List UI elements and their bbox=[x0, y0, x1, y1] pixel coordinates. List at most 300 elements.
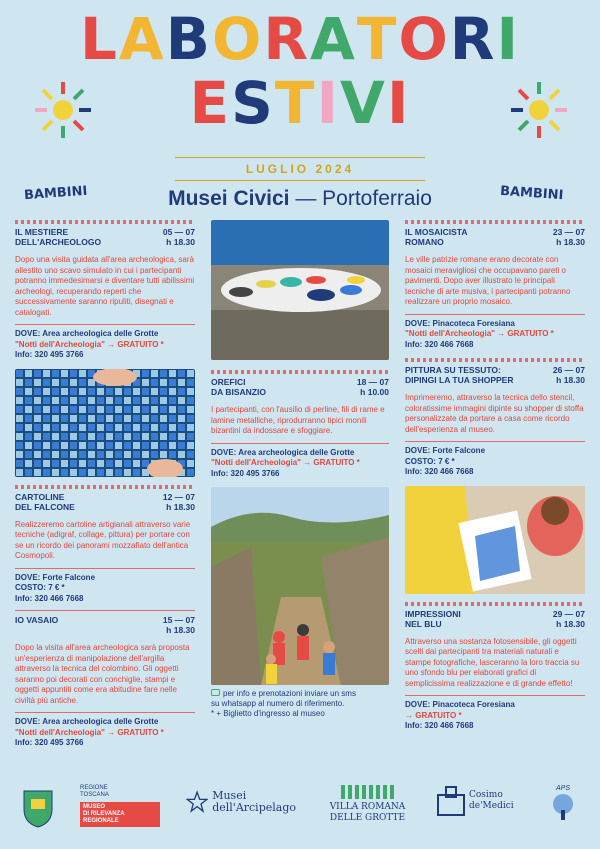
title-laboratori bbox=[0, 5, 600, 73]
title-letter: S bbox=[231, 69, 275, 137]
mosaic-tile bbox=[133, 469, 140, 476]
activity-impressioni bbox=[405, 609, 585, 732]
mosaic-tile bbox=[97, 397, 104, 404]
mosaic-tile bbox=[79, 469, 86, 476]
activity-date: 05 — 07 bbox=[162, 227, 195, 237]
mosaic-tile bbox=[25, 469, 32, 476]
activity-price: "Notti dell'Archeologia" → GRATUITO * bbox=[405, 329, 554, 338]
mosaic-tile bbox=[133, 433, 140, 440]
mosaic-tile bbox=[169, 406, 176, 413]
activity-description: Dopo una visita guidata all'area archeologica, sarà allestito uno scavo simulato in cui i partecipanti potranno immedesimarsi e diventare tutti abilissimi archeologi, recuperando reperti che successivamente saranno ripuliti, disegnati e catalogati. bbox=[15, 255, 195, 317]
mosaic-tile bbox=[70, 424, 77, 431]
note-line: su whatsapp al numero di riferimento. bbox=[211, 699, 345, 708]
mosaic-tile bbox=[34, 451, 41, 458]
mosaic-tile bbox=[151, 406, 158, 413]
mosaic-tile bbox=[187, 388, 194, 395]
mosaic-tile bbox=[34, 370, 41, 377]
palette-photo bbox=[211, 220, 389, 360]
footer-text: MUSEO bbox=[83, 804, 106, 810]
mosaic-tile bbox=[187, 370, 194, 377]
fortress-icon bbox=[436, 785, 466, 817]
mosaic-tile bbox=[178, 370, 185, 377]
mosaic-tile bbox=[160, 397, 167, 404]
mosaic-tile bbox=[106, 415, 113, 422]
footer-text: dell'Arcipelago bbox=[212, 801, 296, 814]
mosaic-tile bbox=[52, 397, 59, 404]
divider bbox=[15, 712, 195, 713]
mosaic-tile bbox=[61, 388, 68, 395]
mosaic-tile bbox=[133, 451, 140, 458]
mosaic-tile bbox=[106, 433, 113, 440]
mosaic-tile bbox=[16, 397, 23, 404]
header-dash: — bbox=[295, 187, 317, 210]
cosimo-de-medici-logo bbox=[436, 785, 516, 817]
title-letter: O bbox=[212, 5, 264, 73]
mosaic-tile bbox=[133, 397, 140, 404]
divider bbox=[15, 568, 195, 569]
mosaic-tile bbox=[52, 433, 59, 440]
divider bbox=[405, 314, 585, 315]
activity-location: DOVE: Pinacoteca Foresiana bbox=[405, 700, 515, 709]
mosaic-tile bbox=[160, 415, 167, 422]
activity-info-phone[interactable]: Info: 320 466 7668 bbox=[405, 339, 474, 349]
mosaic-tile bbox=[52, 370, 59, 377]
activity-title: ROMANO bbox=[405, 237, 444, 247]
mosaic-tile bbox=[124, 406, 131, 413]
mosaic-tile bbox=[151, 370, 158, 377]
mosaic-tile bbox=[79, 406, 86, 413]
mosaic-tile bbox=[169, 433, 176, 440]
activity-vasaio bbox=[15, 615, 195, 749]
activity-title: IO VASAIO bbox=[15, 615, 59, 625]
mosaic-tile bbox=[169, 379, 176, 386]
footer-text: VILLA ROMANA bbox=[329, 802, 406, 812]
mosaic-tile bbox=[79, 379, 86, 386]
museum-header bbox=[0, 187, 600, 211]
mosaic-tile bbox=[169, 451, 176, 458]
mosaic-tile bbox=[70, 388, 77, 395]
mosaic-tile bbox=[97, 451, 104, 458]
activity-info-phone[interactable]: Info: 320 495 3766 bbox=[15, 350, 84, 359]
mosaic-tile bbox=[52, 406, 59, 413]
mosaic-tile bbox=[124, 442, 131, 449]
mosaic-tile bbox=[178, 388, 185, 395]
musei-arcipelago-logo bbox=[186, 785, 296, 819]
activity-price: "Notti dell'Archeologia" → GRATUITO * bbox=[211, 458, 360, 467]
mosaic-tile bbox=[43, 424, 50, 431]
title-letter: A bbox=[118, 5, 166, 73]
mosaic-tile bbox=[187, 433, 194, 440]
mosaic-tile bbox=[142, 451, 149, 458]
mosaic-tile bbox=[79, 397, 86, 404]
mosaic-tile bbox=[97, 469, 104, 476]
footer-text: TOSCANA bbox=[80, 792, 109, 798]
mosaic-tile bbox=[142, 379, 149, 386]
mosaic-tile bbox=[43, 415, 50, 422]
title-letter: B bbox=[165, 5, 213, 73]
mosaic-tile bbox=[43, 451, 50, 458]
mosaic-tile bbox=[142, 424, 149, 431]
mosaic-tile bbox=[25, 379, 32, 386]
mosaic-tile bbox=[34, 433, 41, 440]
mosaic-tile bbox=[43, 370, 50, 377]
activity-description: I partecipanti, con l'ausilio di perline, fili di rame e lamine metalliche, riprodurranno tipici monili bizantini da indossare e sfoggiare. bbox=[211, 405, 385, 435]
activity-title: DELL'ARCHEOLOGO bbox=[15, 237, 102, 247]
activity-info-phone[interactable]: Info: 320 495 3766 bbox=[211, 468, 280, 478]
footer-text: REGIONALE bbox=[83, 818, 119, 824]
activity-info-phone[interactable]: Info: 320 466 7668 bbox=[405, 467, 474, 476]
mosaic-tile bbox=[61, 469, 68, 476]
museum-name: Musei Civici bbox=[168, 187, 290, 210]
mosaic-tile bbox=[151, 433, 158, 440]
mosaic-tile bbox=[115, 397, 122, 404]
mosaic-tile bbox=[142, 442, 149, 449]
activity-description: Imprimeremo, attraverso la tecnica dello stencil, coloratissime immagini dipinte su shopper di stoffa personalizzate da portare a casa come ricordo dell'esperienza al museo. bbox=[405, 393, 584, 434]
municipality-crest-logo bbox=[18, 785, 58, 831]
tree-icon bbox=[548, 792, 578, 822]
mosaic-tile bbox=[79, 388, 86, 395]
mosaic-tile bbox=[88, 406, 95, 413]
mosaic-tile bbox=[97, 424, 104, 431]
mosaic-tile bbox=[16, 388, 23, 395]
mosaic-tile bbox=[151, 415, 158, 422]
title-letter: I bbox=[386, 69, 411, 137]
wavy-divider bbox=[405, 358, 585, 362]
activity-date: 15 — 07 bbox=[162, 615, 195, 625]
mosaic-tile bbox=[43, 379, 50, 386]
note-line: * + Biglietto d'ingresso al museo bbox=[211, 709, 325, 718]
divider bbox=[211, 443, 389, 444]
contact-note bbox=[211, 689, 389, 719]
mosaic-tile bbox=[25, 460, 32, 467]
divider bbox=[15, 324, 195, 325]
activity-description: Attraverso una sostanza fotosensibile, gli oggetti scelti dai partecipanti tra materiali naturali e stampe fotografiche, lasceranno la loro traccia su uno sfondo blu per elaborati grafici di semplicissima realizzazione e di grande effetto! bbox=[405, 636, 580, 688]
painting-photo bbox=[405, 486, 585, 594]
mosaic-tile bbox=[106, 388, 113, 395]
activity-title: NEL BLU bbox=[405, 618, 442, 629]
activity-info-phone[interactable]: Info: 320 466 7668 bbox=[405, 721, 474, 730]
mosaic-tile bbox=[52, 415, 59, 422]
mosaic-tile bbox=[70, 460, 77, 467]
activity-title: DEL FALCONE bbox=[15, 501, 75, 512]
activity-location: DOVE: Area archeologica delle Grotte bbox=[15, 717, 159, 726]
mosaic-tile bbox=[79, 370, 86, 377]
mosaic-tile bbox=[106, 460, 113, 467]
activity-title: DIPINGI LA TUA SHOPPER bbox=[405, 375, 514, 385]
footer-text: de'Medici bbox=[469, 801, 514, 811]
mosaic-tile bbox=[115, 415, 122, 422]
activity-time: h 18.30 bbox=[166, 237, 195, 247]
mosaic-tile bbox=[88, 424, 95, 431]
activity-time: h 18.30 bbox=[166, 501, 195, 512]
mosaic-tile bbox=[43, 406, 50, 413]
villa-pattern-icon bbox=[341, 785, 394, 799]
title-letter: L bbox=[79, 5, 119, 73]
place-name: Portoferraio bbox=[322, 187, 432, 210]
mosaic-tile bbox=[115, 424, 122, 431]
mosaic-tile bbox=[178, 442, 185, 449]
mosaic-tile bbox=[34, 424, 41, 431]
mosaic-tile bbox=[61, 370, 68, 377]
mosaic-tile bbox=[34, 397, 41, 404]
divider bbox=[405, 441, 585, 442]
mosaic-tile bbox=[70, 415, 77, 422]
mosaic-tile bbox=[52, 424, 59, 431]
mosaic-tile bbox=[124, 433, 131, 440]
mosaic-tile bbox=[61, 442, 68, 449]
activity-title: IL MOSAICISTA bbox=[405, 227, 468, 237]
title-letter: I bbox=[316, 69, 341, 137]
mosaic-tile bbox=[25, 451, 32, 458]
mosaic-tile bbox=[43, 433, 50, 440]
mosaic-tile bbox=[160, 370, 167, 377]
activity-price: "Notti dell'Archeologia" → GRATUITO * bbox=[15, 339, 164, 349]
mosaic-tile bbox=[160, 433, 167, 440]
footer-text: Musei bbox=[212, 789, 247, 802]
activity-time: h 18.30 bbox=[556, 237, 585, 247]
mosaic-tile bbox=[178, 424, 185, 431]
mosaic-tile bbox=[16, 433, 23, 440]
mosaic-tile bbox=[34, 460, 41, 467]
mosaic-tile bbox=[142, 415, 149, 422]
mosaic-tile bbox=[142, 397, 149, 404]
mosaic-tile bbox=[52, 388, 59, 395]
bambini-label-left: BAMBINI bbox=[23, 183, 88, 204]
activity-title: OREFICI bbox=[211, 377, 246, 387]
mosaic-tile bbox=[70, 370, 77, 377]
activity-location: DOVE: Pinacoteca Foresiana bbox=[405, 318, 515, 328]
title-letter: T bbox=[356, 5, 399, 73]
activity-description: Dopo la visita all'area archeologica sarà proposta un'esperienza di manipolazione dell'argilla attraverso la tecnica del colombino. Gli oggetti saranno poi decorati con conchiglie, stampi e oggetti appuntiti come era abitudine fare nelle civiltà più antiche. bbox=[15, 643, 190, 705]
title-letter: V bbox=[340, 69, 387, 137]
mosaic-tile bbox=[106, 451, 113, 458]
mosaic-tile bbox=[61, 406, 68, 413]
mosaic-tile bbox=[124, 469, 131, 476]
mosaic-tile bbox=[178, 451, 185, 458]
activity-time: h 18.30 bbox=[166, 625, 195, 635]
activity-date: 26 — 07 bbox=[552, 365, 585, 375]
mosaic-tile bbox=[79, 442, 86, 449]
mosaic-tile bbox=[106, 469, 113, 476]
mosaic-tile bbox=[178, 406, 185, 413]
column-middle bbox=[211, 220, 389, 719]
activity-price: → GRATUITO * bbox=[405, 710, 462, 720]
title-letter: I bbox=[496, 5, 521, 73]
activity-cartoline bbox=[15, 492, 195, 605]
mosaic-tile bbox=[133, 388, 140, 395]
mosaic-tile bbox=[142, 370, 149, 377]
mosaic-tile bbox=[79, 433, 86, 440]
mosaic-tile bbox=[133, 460, 140, 467]
mosaic-tile bbox=[124, 451, 131, 458]
mosaic-tile bbox=[115, 460, 122, 467]
activity-location: DOVE: Forte Falcone bbox=[405, 446, 486, 455]
activity-description: Realizzeremo cartoline artigianali attraverso varie tecniche (adigraf, collage, pittura) per portare con se un ricordo dei panorami mozzafiato dell'antica Cosmopoli. bbox=[15, 519, 191, 560]
activity-price: "Notti dell'Archeologia" → GRATUITO * bbox=[15, 727, 164, 737]
footer-text: APS bbox=[555, 785, 570, 792]
mosaic-tile bbox=[151, 379, 158, 386]
mosaic-tile bbox=[124, 388, 131, 395]
mosaic-tile bbox=[25, 415, 32, 422]
activity-title: PITTURA SU TESSUTO: bbox=[405, 365, 501, 375]
mosaic-tile bbox=[16, 379, 23, 386]
mosaic-tile bbox=[178, 397, 185, 404]
mosaic-tile bbox=[133, 424, 140, 431]
mosaic-tile bbox=[79, 460, 86, 467]
activity-date: 18 — 07 bbox=[356, 377, 389, 387]
mosaic-tile bbox=[115, 433, 122, 440]
mosaic-tile bbox=[142, 388, 149, 395]
mosaic-tile bbox=[187, 451, 194, 458]
mosaic-tile bbox=[187, 406, 194, 413]
mosaic-tile bbox=[52, 379, 59, 386]
activity-time: h 18.30 bbox=[556, 375, 585, 385]
activity-pittura bbox=[405, 365, 585, 478]
footer-text: Cosimo bbox=[469, 790, 503, 800]
title-letter: R bbox=[449, 5, 497, 73]
activity-location: DOVE: Area archeologica delle Grotte bbox=[211, 447, 355, 457]
mosaic-tile bbox=[61, 397, 68, 404]
mosaic-tile bbox=[52, 442, 59, 449]
mosaic-tile bbox=[25, 370, 32, 377]
mosaic-tile bbox=[43, 460, 50, 467]
mosaic-tile bbox=[52, 460, 59, 467]
mosaic-tile bbox=[160, 424, 167, 431]
mosaic-tile bbox=[61, 451, 68, 458]
mosaic-tile bbox=[61, 460, 68, 467]
mosaic-tile bbox=[151, 424, 158, 431]
mosaic-tile bbox=[61, 433, 68, 440]
activity-date: 23 — 07 bbox=[552, 227, 585, 237]
mosaic-tile bbox=[151, 451, 158, 458]
activity-orefici bbox=[211, 377, 389, 479]
mosaic-tile bbox=[187, 379, 194, 386]
footer-text: DELLE GROTTE bbox=[329, 813, 406, 823]
mosaic-tile bbox=[169, 397, 176, 404]
divider bbox=[15, 610, 195, 611]
mosaic-tile bbox=[169, 388, 176, 395]
mosaic-tile bbox=[97, 460, 104, 467]
activity-info-phone[interactable]: Info: 320 466 7668 bbox=[15, 593, 84, 603]
mosaic-tile bbox=[178, 379, 185, 386]
mosaic-tile bbox=[187, 415, 194, 422]
mosaic-tile bbox=[187, 469, 194, 476]
mosaic-tiles-photo bbox=[15, 369, 195, 477]
mosaic-tile bbox=[34, 469, 41, 476]
mosaic-tile bbox=[25, 388, 32, 395]
mosaic-tile bbox=[25, 424, 32, 431]
mosaic-tile bbox=[160, 388, 167, 395]
sun-right-icon bbox=[509, 80, 569, 140]
mosaic-tile bbox=[151, 397, 158, 404]
wavy-divider bbox=[211, 370, 389, 374]
mosaic-tile bbox=[97, 388, 104, 395]
mosaic-tile bbox=[43, 469, 50, 476]
wavy-divider bbox=[15, 220, 195, 224]
activity-price: COSTO: 7 € * bbox=[15, 583, 65, 592]
mosaic-tile bbox=[133, 415, 140, 422]
mosaic-tile bbox=[187, 460, 194, 467]
activity-date: 29 — 07 bbox=[552, 608, 585, 619]
activity-title: IL MESTIERE bbox=[15, 227, 69, 237]
mosaic-tile bbox=[25, 397, 32, 404]
activity-location: DOVE: Area archeologica delle Grotte bbox=[15, 329, 159, 338]
mosaic-tile bbox=[115, 442, 122, 449]
mosaic-tile bbox=[70, 397, 77, 404]
mosaic-tile bbox=[187, 442, 194, 449]
title-letter: E bbox=[189, 69, 232, 137]
activity-time: h 18.30 bbox=[556, 618, 585, 629]
mosaic-tile bbox=[88, 397, 95, 404]
column-left bbox=[15, 220, 195, 749]
mosaic-tile bbox=[79, 424, 86, 431]
activity-date: 12 — 07 bbox=[162, 491, 195, 502]
mosaic-tile bbox=[178, 433, 185, 440]
mosaic-tile bbox=[169, 415, 176, 422]
mosaic-tile bbox=[160, 451, 167, 458]
mosaic-tile bbox=[88, 451, 95, 458]
mosaic-tile bbox=[115, 388, 122, 395]
villa-romana-logo bbox=[325, 785, 410, 824]
archaeological-site-photo bbox=[211, 487, 389, 685]
mosaic-tile bbox=[187, 424, 194, 431]
mosaic-tile bbox=[79, 451, 86, 458]
activity-location: DOVE: Forte Falcone bbox=[15, 572, 96, 582]
footer-text: DI RILEVANZA bbox=[83, 811, 125, 817]
activity-mosaicista bbox=[405, 227, 585, 350]
mosaic-tile bbox=[25, 406, 32, 413]
bambini-label-right: BAMBINI bbox=[499, 183, 564, 204]
mosaic-tile bbox=[106, 424, 113, 431]
mosaic-tile bbox=[133, 406, 140, 413]
mosaic-tile bbox=[88, 460, 95, 467]
mosaic-tile bbox=[142, 406, 149, 413]
mosaic-tile bbox=[133, 442, 140, 449]
mosaic-tile bbox=[70, 406, 77, 413]
mosaic-tile bbox=[34, 388, 41, 395]
footer-text: REGIONE bbox=[80, 785, 108, 791]
mosaic-tile bbox=[160, 406, 167, 413]
activity-info-phone[interactable]: Info: 320 495 3766 bbox=[15, 738, 84, 747]
mosaic-tile bbox=[79, 415, 86, 422]
wavy-divider bbox=[405, 602, 585, 606]
mosaic-tile bbox=[124, 397, 131, 404]
wavy-divider bbox=[15, 485, 195, 489]
month-label: LUGLIO 2024 bbox=[175, 157, 425, 181]
mosaic-tile bbox=[43, 397, 50, 404]
mosaic-tile bbox=[106, 397, 113, 404]
mosaic-tile bbox=[115, 406, 122, 413]
activity-description: Le ville patrizie romane erano decorate con mosaici meravigliosi che occupavano pareti o pavimenti. Dopo aver illustrato le principali tecniche di arte musiva, i partecipanti potranno realizzare un proprio mosaico. bbox=[405, 255, 571, 306]
mosaic-tile bbox=[106, 442, 113, 449]
mosaic-tile bbox=[124, 424, 131, 431]
mosaic-tile bbox=[16, 442, 23, 449]
mosaic-tile bbox=[88, 388, 95, 395]
activity-time: h 10.00 bbox=[360, 387, 389, 397]
mosaic-tile bbox=[88, 379, 95, 386]
mosaic-tile bbox=[25, 433, 32, 440]
mosaic-tile bbox=[25, 442, 32, 449]
mosaic-tile bbox=[88, 415, 95, 422]
mosaic-tile bbox=[52, 469, 59, 476]
mosaic-tile bbox=[169, 424, 176, 431]
activity-title: DA BISANZIO bbox=[211, 387, 266, 397]
divider bbox=[405, 695, 585, 696]
mosaic-tile bbox=[115, 469, 122, 476]
mosaic-tile bbox=[16, 415, 23, 422]
mosaic-tile bbox=[52, 451, 59, 458]
sun-left-icon bbox=[33, 80, 93, 140]
